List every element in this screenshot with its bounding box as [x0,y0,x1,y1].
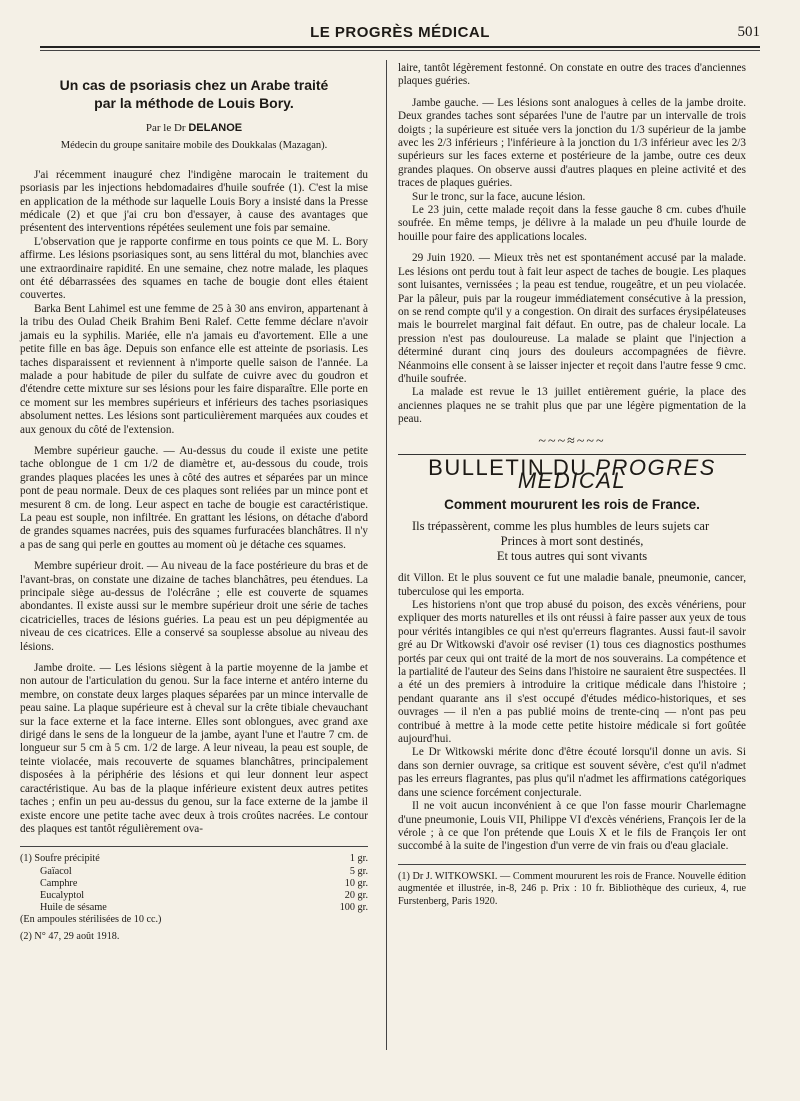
title-line-1: Un cas de psoriasis chez un Arabe traité [59,77,329,93]
paragraph: Les historiens n'ont que trop abusé du poison, des excès vénériens, pour expliquer des morts naturelles et ils ont réussi à faire passer aux yeux de tous pour vérités intangibles ce qui n'est qu'erreurs flagrantes. Aussi faut-il savoir gré au Dr Witkowski d'avoir osé reviser (1) tous ces diagnostics posthumes portés par ceux qui ont traité de la mort de nos souverains. La compétence et la partialité de l'auteur des Seins dans l'histoire ne sauraient être suspectées. Il a été un des premiers à introduire la critique médicale dans l'histoire ; pendant quarante ans il s'est occupé d'études médico-historiques, et ses ouvrages — il n'en a pas publié moins de trente-cinq — n'ont pas peu contribué à mettre à la mode cette petite histoire médicale si fort goûtée aujourd'hui. [398,599,746,746]
verse-line: Ils trépassèrent, comme les plus humbles de leurs sujets car [412,519,710,534]
column-divider [386,60,387,1050]
paragraph: J'ai récemment inauguré chez l'indigène marocain le traitement du psoriasis par les injections hebdomadaires d'huile soufrée (1). C'est la mise en application de la méthode sur laquelle Louis Bory a insisté dans la Presse médicale (2) et que j'ai cru bon d'essayer, à cause des avantages que présentent des interventions répétées seulement une fois par semaine. [20,168,368,235]
paragraph: Jambe droite. — Les lésions siègent à la partie moyenne de la jambe et non autour de l'articulation du genou. Sur la face interne et antéro interne du membre, on constate deux larges plaques séparées par un mince intervalle de peau saine. La plaque supérieure est à cheval sur la crête tibiale chevauchant sur la face externe et la face interne. Elles sont oblongues, avec grand axe dirigé dans le sens de la longueur de la jambe, ayant l'une et l'autre 7 cm. de longueur sur 5 cm à 5 cm. 1/2 de large. A leur niveau, la peau est souple, de teinte violacée, mais recouverte de squames blanchâtres, principalement disposées à la périphérie des lésions et qui leur donnent leur aspect caractéristique. Au bas de la plaque inférieure existent deux autres petites taches ; enfin un peu au-dessus du genou, sur la face externe de la jambe il existe encore une petite tache avec deux à trois croûtes nacrées. Le contour des plaques est tantôt régulièrement ova- [20,662,368,835]
formula-ingredient: Huile de sésame [40,902,107,914]
verse-block [398,519,746,564]
journal-title: LE PROGRÈS MÉDICAL [310,24,490,41]
formula-ingredient: Gaïacol [40,865,72,877]
paragraph: Membre supérieur gauche. — Au-dessus du coude il existe une petite tache oblongue de 1 cm 1/2 de diamètre et, au-dessous du coude, trois grandes plaques placées les unes à côté des autres et séparées par un mince pont de peau normale. Deux de ces plaques sont reliées par un mince pont et mesurent 8 cm. de long. Leur aspect en tache de bougie est caractéristique. La peau est souple, non infiltrée. En grattant les lésions, on détache d'abord de grandes squames nacrées, puis des squames furfuracées blanchâtres. Il n'y a pas de sang qui perle en gouttes au moment où je détache ces squames. [20,444,368,551]
right-column [398,62,746,908]
author-name: DELANOE [188,122,243,134]
paragraph: Le Dr Witkowski mérite donc d'être écouté lorsqu'il donne un avis. Si dans son dernier ouvrage, sa critique est souvent sévère, c'est qu'il n'admet pas les erreurs flagrantes, pas plus qu'il n'admet les affirmations catégoriques dans une science forcément conjecturale. [398,746,746,799]
article-title [20,76,368,112]
paragraph: Le 23 juin, cette malade reçoit dans la fesse gauche 8 cm. cubes d'huile soufrée. En même temps, je délivre à la malade un peu d'huile lourde de houille pour faire des applications locales. [398,204,746,243]
author-affiliation: Médecin du groupe sanitaire mobile des Doukkalas (Mazagan). [60,140,328,152]
running-header [40,22,760,48]
paragraph: Jambe gauche. — Les lésions sont analogues à celles de la jambe droite. Deux grandes taches sont séparées l'une de l'autre par un intervalle de trois doigts ; la supérieure est située vers la jonction du 1/3 supérieur de la jambe avec les 2/3 inférieurs ; l'inférieure à la jonction du 1/3 inférieur avec les 2/3 supérieurs sur les faces externe et postérieure de la jambe, outre ces deux grandes plaques. On observe aussi d'autres plaques en pleine activité et des traces de plaques guéries. [398,96,746,190]
title-line-2: par la méthode de Louis Bory. [94,95,294,111]
verse-line: Princes à mort sont destinés, [500,534,644,549]
formula-ingredient: (1) Soufre précipité [20,853,100,865]
author-prefix: Par le Dr [145,122,186,134]
paragraph: Membre supérieur droit. — Au niveau de la face postérieure du bras et de l'avant-bras, on constate une dizaine de taches blanchâtres, peu étendues. La principale siège au-dessus de l'olécrâne ; elle est couverte de squames abondantes. Il existe aussi sur le membre supérieur droit une série de taches cicatricielles, traces de lésions guéries. La peau est un peu dépigmentée au niveau de ces cicatrices. Elle a conservé sa souplesse absolue au niveau des lésions. [20,560,368,653]
formula-quantity: 10 gr. [344,877,368,889]
section-heading-italic: PROGRES MEDICAL [517,454,716,494]
formula-table [20,853,368,914]
formula-quantity: 5 gr. [349,865,368,877]
verse-line: Et tous autres qui sont vivants [496,549,648,564]
footnote-2: (2) N° 47, 29 août 1918. [20,930,120,942]
section-heading [398,454,746,494]
left-column [20,62,368,944]
paragraph: La malade est revue le 13 juillet entièrement guérie, la place des anciennes plaques ne se trahit plus que par une légère pigmentation de la peau. [398,386,746,426]
ornament-divider: ~~~≈~~~ [538,433,606,449]
formula-quantity: 100 gr. [339,902,368,914]
footnote-rule [398,864,746,865]
author-line [20,122,368,135]
page-number: 501 [737,24,760,40]
footnote-ampoules: (En ampoules stérilisées de 10 cc.) [20,914,162,926]
paragraph: Il ne voit aucun inconvénient à ce que l'on fasse mourir Charlemagne d'une pneumonie, Louis VII, Philippe VI d'excès vénériens, François Ier de la vérole ; à ce que l'on prétende que Louis X et le fils de François Ier ont succombé à la suite de l'ingestion d'un verre de vin frais ou d'eau glaciale. [398,800,746,853]
footnote-rule [20,846,368,847]
formula-ingredient: Camphre [40,877,78,889]
section-heading-part: BULLETIN DU [428,454,588,480]
paragraph: dit Villon. Et le plus souvent ce fut une maladie banale, pneumonie, cancer, tuberculose qui les emporta. [398,572,746,598]
paragraph: 29 Juin 1920. — Mieux très net est spontanément accusé par la malade. Les lésions ont perdu tout à fait leur aspect de taches de bougie. Les plaques sont luisantes, vernissées ; la peau est tendue, rougeâtre, et un peu violacée. Par la pâleur, puis par la rougeur immédiatement consécutive à la pression, on se rend compte qu'il y a congestion. On dirait des surfaces érysipélateuses mais le bourrelet marginal fait défaut. En outre, pas de chaleur locale. La pression n'est pas douloureuse. La malade se plaint que l'injection a déterminé durant cinq jours des douleurs accompagnées de fièvre. Néanmoins elle consent à se laisser injecter et reçoit dans l'autre fesse 9 cmc. d'huile soufrée. [398,252,746,385]
paragraph: L'observation que je rapporte confirme en tous points ce que M. L. Bory affirme. Les lésions psoriasiques sont, au sens littéral du mot, blanchies avec une extraordinaire rapidité. En une semaine, chez notre malade, les plaques ont été débarrassées des squames en tache de bougie dont elles étaient couvertes. [20,235,368,302]
formula-quantity: 1 gr. [349,853,368,865]
formula-quantity: 20 gr. [344,889,368,901]
section-subtitle: Comment moururent les rois de France. [444,496,700,512]
paragraph: Sur le tronc, sur la face, aucune lésion. [412,190,586,203]
paragraph: laire, tantôt légèrement festonné. On constate en outre des traces d'anciennes plaques guéries. [398,62,746,88]
formula-ingredient: Eucalyptol [40,889,85,901]
footnote-1: (1) Dr J. WITKOWSKI. — Comment moururent les rois de France. Nouvelle édition augmentée et illustrée, in-8, 246 p. Prix : 10 fr. Bibliothèque des curieux, 4, rue Furstenberg, Paris 1920. [398,870,746,907]
header-rule [40,50,760,51]
paragraph: Barka Bent Lahimel est une femme de 25 à 30 ans environ, appartenant à la tribu des Oulad Cheik Brahim Beni Ralef. Cette femme déclare n'avoir jamais eu la syphilis. Mariée, elle n'a jamais eu d'avortement. Elle a une petite fille en bas âge. Depuis son enfance elle est atteinte de psoriasis. Les taches disparaissent et reviennent à n'importe quelle saison de l'année. La malade a pour habitude de piler du sulfate de cuivre avec du goudron et d'étendre cette mixture sur ses lésions pour les faire disparaître. Elle porte en ce moment sur les membres supérieurs et inférieurs des taches psoriasiques absolument nettes. Les lésions sont particulièrement marquées aux coudes et aux genoux du côté de l'extension. [20,302,368,436]
